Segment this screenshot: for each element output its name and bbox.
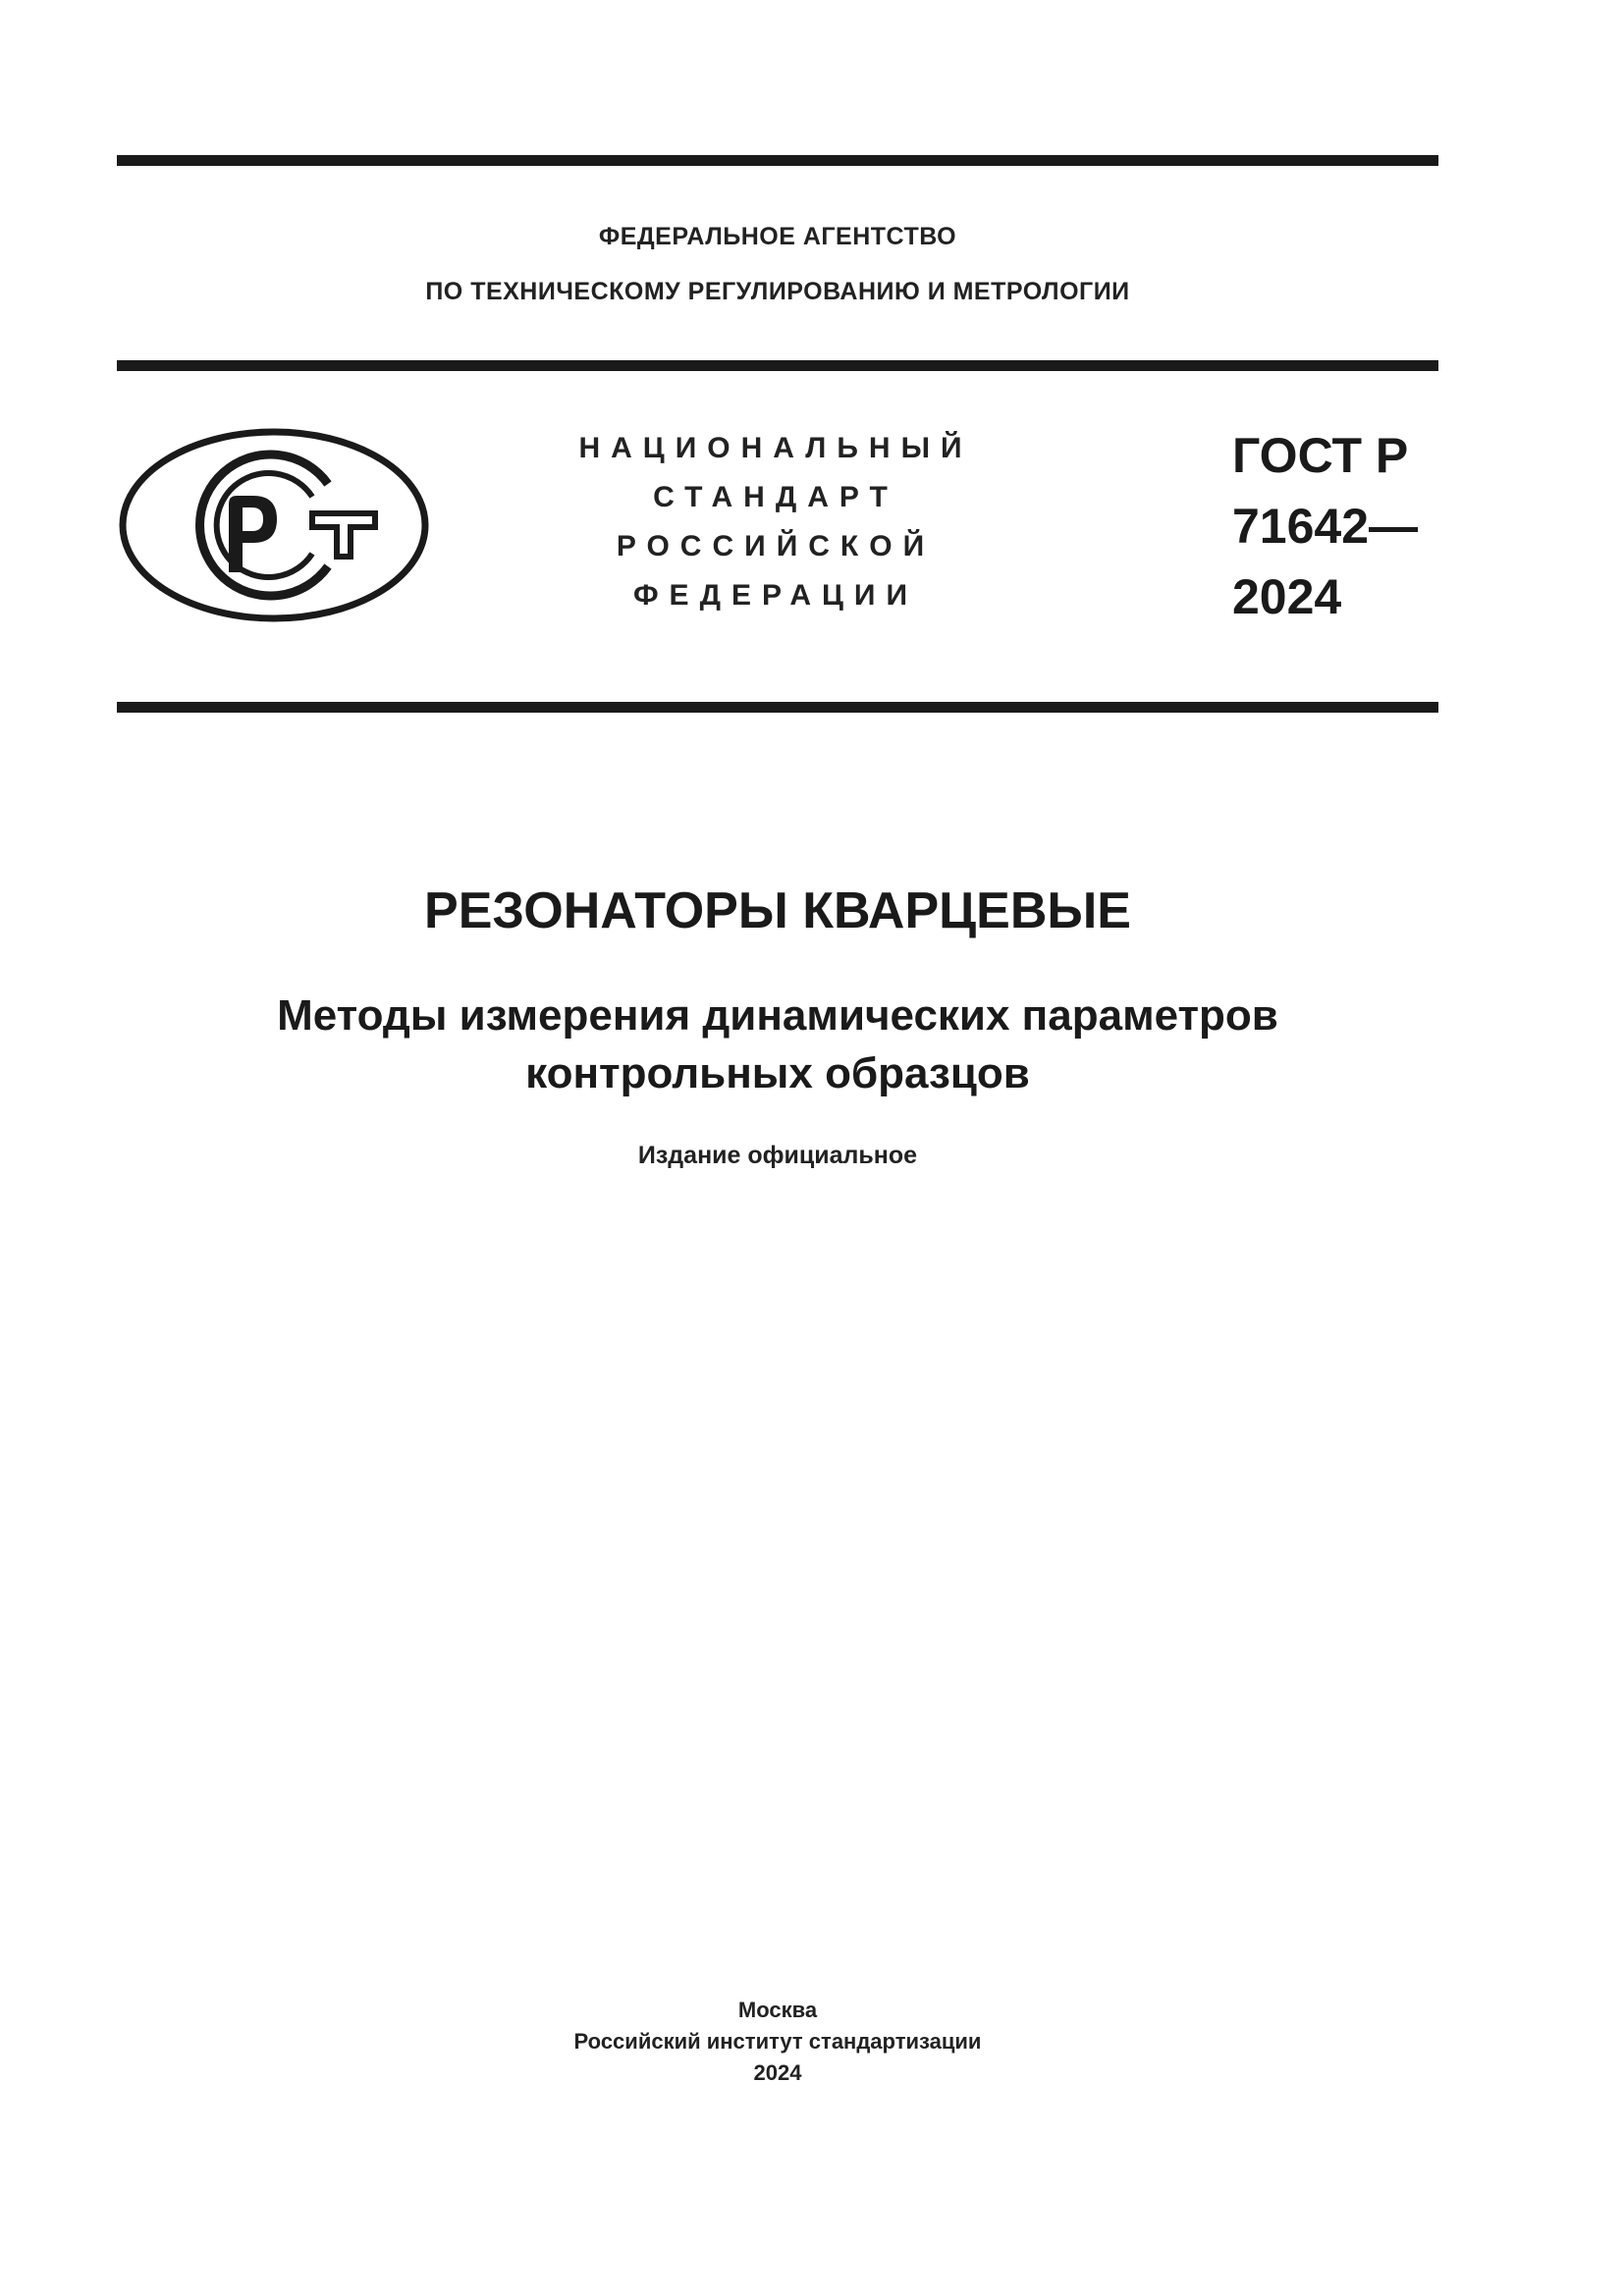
standard-designation [1232,420,1458,632]
standard-type-line: НАЦИОНАЛЬНЫЙ [578,432,973,464]
footer-publisher: Российский институт стандартизации [573,2029,982,2054]
subtitle-line: контрольных образцов [525,1049,1030,1097]
agency-name-line-1: ФЕДЕРАЛЬНОЕ АГЕНТСТВО [598,223,957,250]
designation-line: 71642— [1232,499,1419,554]
bottom-rule [117,702,1438,713]
footer-year: 2024 [753,2060,802,2085]
subtitle-line: Методы измерения динамических параметров [277,991,1278,1040]
standard-type-line: СТАНДАРТ [653,481,898,513]
standard-type-line: РОССИЙСКОЙ [616,530,936,562]
top-rule [117,155,1438,166]
rst-mark-icon [118,427,430,623]
footer-city: Москва [737,1998,818,2022]
standard-type-block [550,424,1001,620]
document-title: РЕЗОНАТОРЫ КВАРЦЕВЫЕ [424,882,1131,939]
edition-label: Издание официальное [637,1142,918,1169]
document-subtitle [117,987,1438,1102]
designation-line: ГОСТ Р [1232,428,1409,483]
middle-rule [117,360,1438,371]
designation-line: 2024 [1232,569,1342,624]
agency-name-line-2: ПО ТЕХНИЧЕСКОМУ РЕГУЛИРОВАНИЮ И МЕТРОЛОГИИ [425,278,1130,305]
publication-footer [117,1995,1438,2089]
standard-type-line: ФЕДЕРАЦИИ [632,579,919,612]
